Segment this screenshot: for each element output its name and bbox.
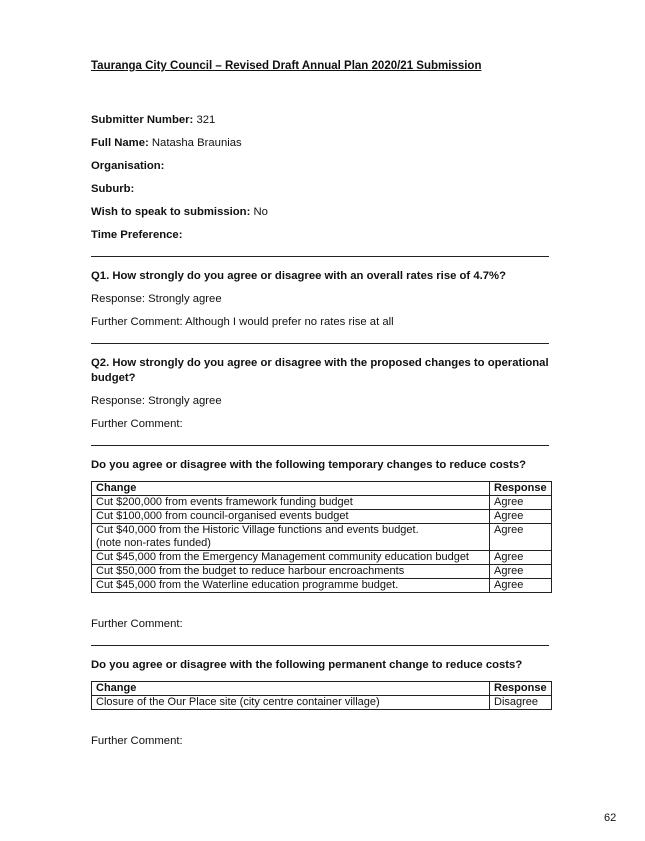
response-cell: Agree <box>490 510 552 524</box>
page-number: 62 <box>604 812 617 824</box>
q2-response: Response: Strongly agree <box>91 395 222 407</box>
divider <box>91 445 549 446</box>
table-row <box>92 496 552 510</box>
table-row <box>92 565 552 579</box>
q2-comment: Further Comment: <box>91 418 183 430</box>
field-label: Wish to speak to submission: <box>91 206 251 218</box>
change-cell: Cut $200,000 from events framework funding budget <box>92 496 490 510</box>
suburb-field <box>91 182 551 197</box>
response-cell: Agree <box>490 551 552 565</box>
change-cell: Cut $45,000 from the Waterline education programme budget. <box>92 579 490 593</box>
divider <box>91 645 549 646</box>
q1-question: Q1. How strongly do you agree or disagree with an overall rates rise of 4.7%? <box>91 270 506 282</box>
permanent-comment: Further Comment: <box>91 735 183 747</box>
column-header-change: Change <box>92 482 490 496</box>
change-cell <box>92 524 490 551</box>
q2-question: Q2. How strongly do you agree or disagree with the proposed changes to operational budget? <box>91 357 549 384</box>
table-row <box>92 696 552 710</box>
field-value: Natasha Braunias <box>148 137 242 149</box>
response-cell: Agree <box>490 565 552 579</box>
table-row <box>92 524 552 551</box>
full-name-field <box>91 136 551 151</box>
change-note: (note non-rates funded) <box>96 537 211 549</box>
response-cell: Agree <box>490 496 552 510</box>
change-cell: Cut $50,000 from the budget to reduce harbour encroachments <box>92 565 490 579</box>
q1-response: Response: Strongly agree <box>91 293 222 305</box>
column-header-response: Response <box>490 482 552 496</box>
table-row <box>92 579 552 593</box>
temporary-changes-table <box>91 481 552 593</box>
divider <box>91 256 549 257</box>
table-row <box>92 510 552 524</box>
change-cell: Cut $100,000 from council-organised events budget <box>92 510 490 524</box>
submission-document <box>91 60 551 757</box>
time-preference-field <box>91 228 551 243</box>
change-text: Cut $40,000 from the Historic Village functions and events budget. <box>96 524 419 536</box>
wish-to-speak-field <box>91 205 551 220</box>
permanent-change-table <box>91 681 552 710</box>
organisation-field <box>91 159 551 174</box>
table-header-row <box>92 682 552 696</box>
field-label: Organisation: <box>91 160 165 172</box>
field-label: Suburb: <box>91 183 135 195</box>
change-cell: Closure of the Our Place site (city centre container village) <box>92 696 490 710</box>
permanent-change-question: Do you agree or disagree with the following permanent change to reduce costs? <box>91 659 523 671</box>
response-cell: Disagree <box>490 696 552 710</box>
field-label: Submitter Number: <box>91 114 194 126</box>
document-title: Tauranga City Council – Revised Draft Annual Plan 2020/21 Submission <box>91 60 482 72</box>
field-value: 321 <box>193 114 216 126</box>
response-cell: Agree <box>490 579 552 593</box>
change-cell: Cut $45,000 from the Emergency Management community education budget <box>92 551 490 565</box>
q1-comment: Further Comment: Although I would prefer no rates rise at all <box>91 316 394 328</box>
field-label: Time Preference: <box>91 229 183 241</box>
divider <box>91 343 549 344</box>
column-header-response: Response <box>490 682 552 696</box>
table-row <box>92 551 552 565</box>
temporary-changes-question: Do you agree or disagree with the following temporary changes to reduce costs? <box>91 459 527 471</box>
response-cell: Agree <box>490 524 552 551</box>
field-value: No <box>250 206 268 218</box>
table-header-row <box>92 482 552 496</box>
field-label: Full Name: <box>91 137 149 149</box>
temporary-comment: Further Comment: <box>91 618 183 630</box>
column-header-change: Change <box>92 682 490 696</box>
submitter-number-field <box>91 113 551 128</box>
